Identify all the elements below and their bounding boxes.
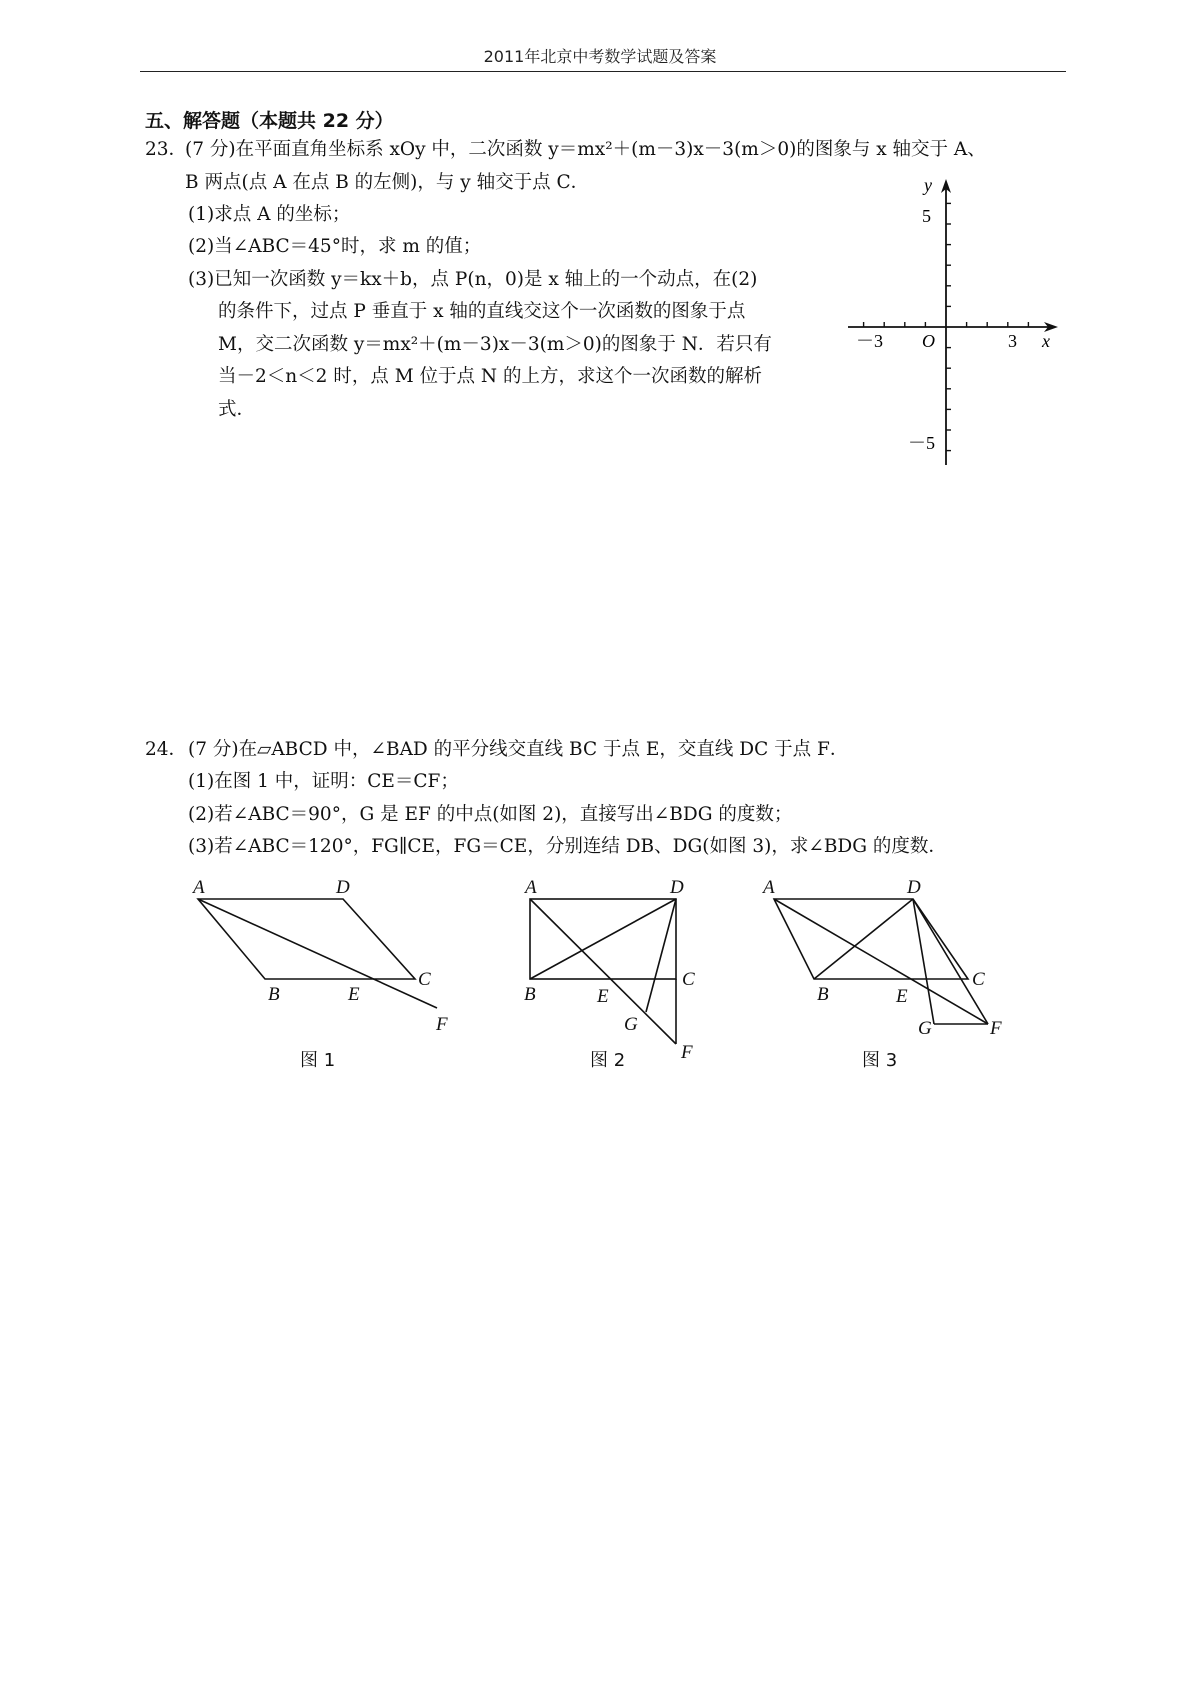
x-tick-label-3: 3 (1008, 331, 1017, 351)
origin-label: O (922, 331, 935, 351)
fig3-point-D: D (907, 877, 921, 898)
q24-part-3: (3)若∠ABC＝120°，FG∥CE，FG＝CE，分别连结 DB、DG(如图 3)，求∠BDG 的度数． (188, 836, 947, 857)
y-tick-label-neg5: －5 (908, 433, 935, 453)
fig1-point-C: C (418, 969, 431, 990)
q23-part-3-line-2: 的条件下，过点 P 垂直于 x 轴的直线交这个一次函数的图象于点 (218, 301, 746, 322)
question-23-number: 23． (145, 139, 188, 160)
fig1-point-F: F (436, 1014, 448, 1035)
fig3-point-B: B (817, 984, 829, 1005)
fig1-point-B: B (268, 984, 280, 1005)
q23-part-2: (2)当∠ABC＝45°时，求 m 的值； (188, 236, 482, 257)
figure-2-caption: 图 2 (590, 1050, 626, 1071)
x-tick-label-neg3: －3 (856, 331, 883, 351)
q23-part-3-line-1: (3)已知一次函数 y＝kx＋b，点 P(n，0)是 x 轴上的一个动点，在(2) (188, 269, 758, 290)
fig3-point-A: A (763, 877, 775, 898)
fig2-point-D: D (670, 877, 684, 898)
q23-line-2: B 两点(点 A 在点 B 的左侧)，与 y 轴交于点 C． (185, 172, 590, 193)
q23-part-3-line-3: M，交二次函数 y＝mx²＋(m－3)x－3(m＞0)的图象于 N．若只有 (218, 334, 772, 355)
q23-part-1: (1)求点 A 的坐标； (188, 204, 351, 225)
q24-part-2: (2)若∠ABC＝90°，G 是 EF 的中点(如图 2)，直接写出∠BDG 的度数； (188, 804, 793, 825)
fig3-point-E: E (896, 986, 908, 1007)
y-axis-label: y (924, 175, 932, 195)
fig2-point-G: G (624, 1014, 638, 1035)
fig2-point-B: B (524, 984, 536, 1005)
fig3-point-C: C (972, 969, 985, 990)
question-24-number: 24． (145, 739, 188, 760)
figure-2-diagram (530, 899, 676, 1044)
fig1-point-D: D (336, 877, 350, 898)
q23-line-1: (7 分)在平面直角坐标系 xOy 中，二次函数 y＝mx²＋(m－3)x－3(m＞0)的图象与 x 轴交于 A、 (185, 139, 986, 160)
fig3-point-G: G (918, 1018, 932, 1039)
figure-1-caption: 图 1 (300, 1050, 336, 1071)
figure-3-diagram (774, 899, 988, 1024)
fig2-point-E: E (597, 986, 609, 1007)
fig2-point-F: F (681, 1042, 693, 1063)
fig1-point-E: E (348, 984, 360, 1005)
fig2-point-A: A (525, 877, 537, 898)
q23-part-3-line-5: 式． (218, 399, 256, 420)
y-tick-label-5: 5 (922, 206, 931, 226)
figure-3-caption: 图 3 (862, 1050, 898, 1071)
fig2-point-C: C (682, 969, 695, 990)
x-axis-label: x (1042, 331, 1050, 351)
q24-part-1: (1)在图 1 中，证明：CE＝CF； (188, 771, 459, 792)
q23-part-3-line-4: 当－2＜n＜2 时，点 M 位于点 N 的上方，求这个一次函数的解析 (218, 366, 762, 387)
fig3-point-F: F (990, 1018, 1002, 1039)
page-header-title: 2011年北京中考数学试题及答案 (483, 47, 717, 66)
q24-line-1: (7 分)在▱ABCD 中，∠BAD 的平分线交直线 BC 于点 E，交直线 DC 于点 F． (188, 739, 849, 760)
section-title: 五、解答题（本题共 22 分） (145, 110, 394, 132)
fig1-point-A: A (193, 877, 205, 898)
figure-1-diagram (198, 899, 437, 1008)
